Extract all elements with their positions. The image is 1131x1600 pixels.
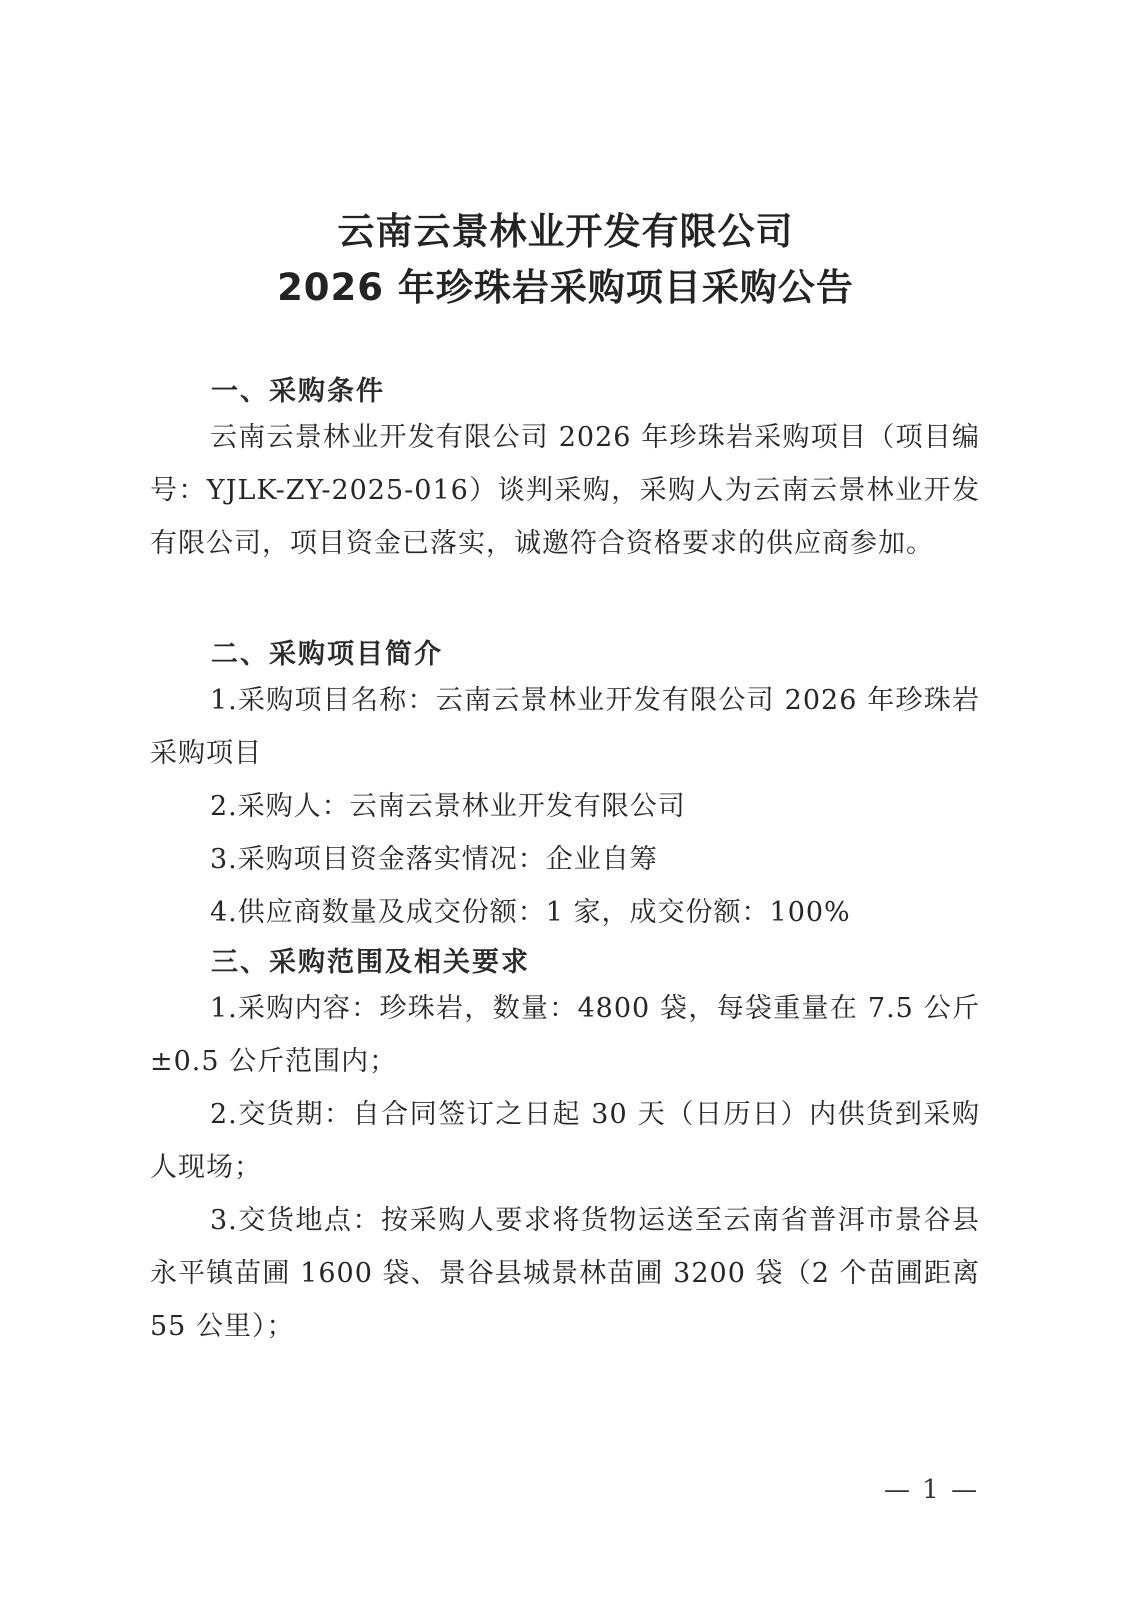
- section-2-item-1: 1.采购项目名称：云南云景林业开发有限公司 2026 年珍珠岩采购项目: [150, 685, 980, 769]
- document-title-line2: 2026 年珍珠岩采购项目采购公告: [277, 266, 854, 309]
- section-heading-3: 三、采购范围及相关要求: [211, 947, 530, 978]
- page-number: — 1 —: [884, 1475, 980, 1505]
- section-3-item-3: 3.交货地点：按采购人要求将货物运送至云南省普洱市景谷县永平镇苗圃 1600 袋、景谷县城景林苗圃 3200 袋（2 个苗圃距离 55 公里）；: [150, 1205, 980, 1342]
- section-1-paragraph: 云南云景林业开发有限公司 2026 年珍珠岩采购项目（项目编号：YJLK-ZY-2025-016）谈判采购，采购人为云南云景林业开发有限公司，项目资金已落实，诚邀符合资格要求的供应商参加。: [150, 422, 980, 559]
- section-2-item-3: 3.采购项目资金落实情况：企业自筹: [210, 844, 658, 875]
- section-3-item-1: 1.采购内容：珍珠岩，数量：4800 袋，每袋重量在 7.5 公斤±0.5 公斤范围内；: [150, 993, 980, 1077]
- document-title-line1: 云南云景林业开发有限公司: [337, 210, 794, 253]
- section-heading-2: 二、采购项目简介: [211, 639, 443, 670]
- section-heading-1: 一、采购条件: [211, 376, 385, 407]
- section-2-item-4: 4.供应商数量及成交份额：1 家，成交份额：100%: [210, 897, 851, 928]
- section-3-item-2: 2.交货期：自合同签订之日起 30 天（日历日）内供货到采购人现场；: [150, 1099, 980, 1183]
- section-2-item-2: 2.采购人：云南云景林业开发有限公司: [210, 791, 686, 822]
